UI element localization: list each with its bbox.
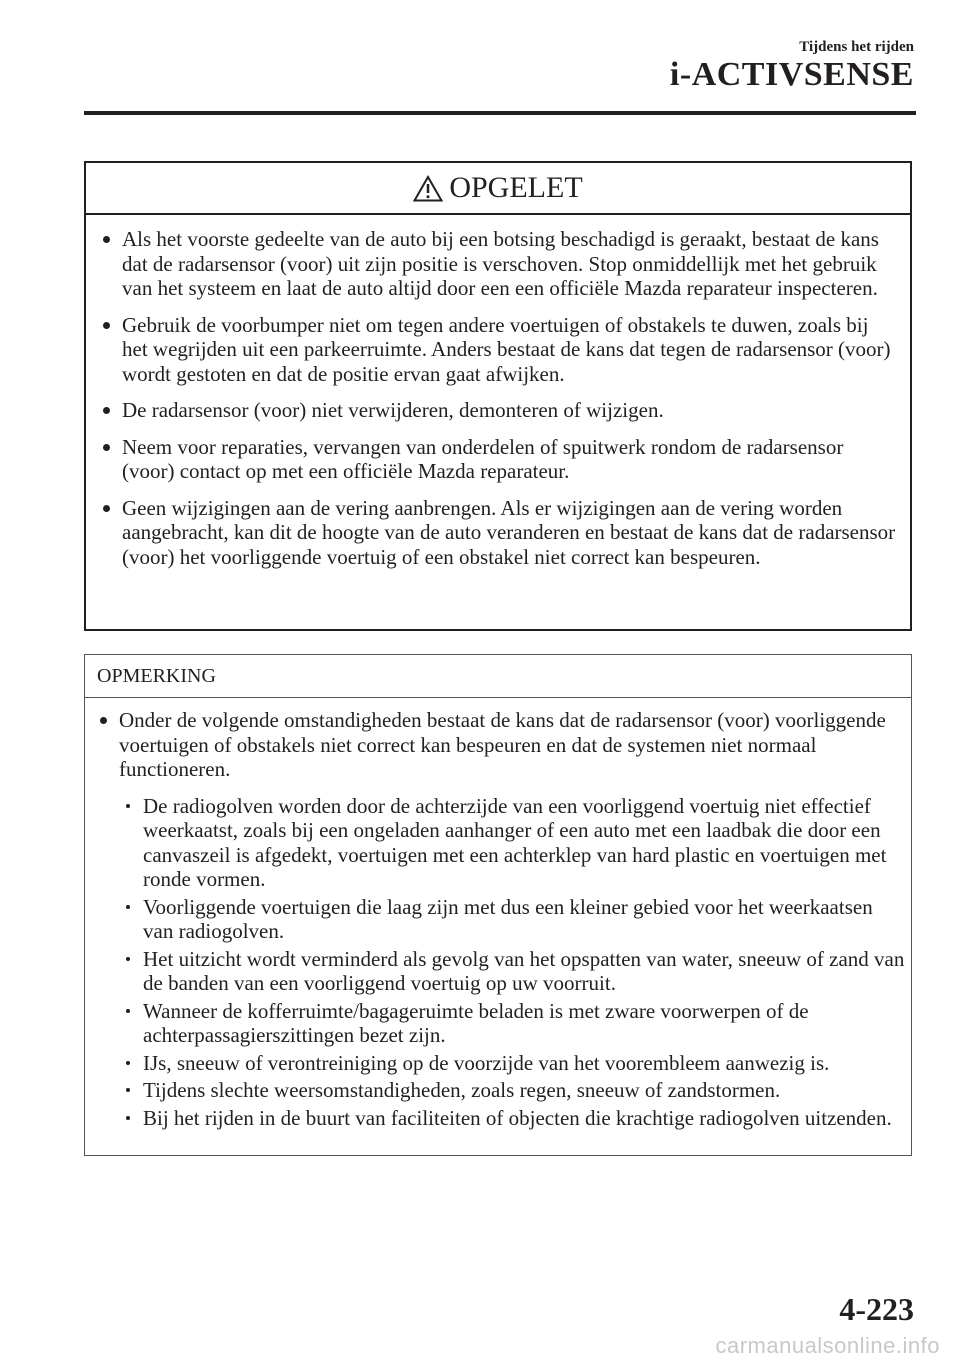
dot-icon xyxy=(126,905,130,909)
note-main-item xyxy=(97,708,899,782)
chapter-title: i-ACTIVSENSE xyxy=(669,56,914,93)
caution-item-text: Gebruik de voorbumper niet om tegen andere voertuigen of obstakels te duwen, zoals bij het wegrijden uit een parkeerruimte. Anders bestaat de kans dat tegen de radarsensor (voor) wordt gestoten en dat de positie ervan gaat afwijken. xyxy=(122,312,891,386)
caution-item xyxy=(100,496,896,570)
header-rule xyxy=(84,111,916,115)
note-box xyxy=(84,654,912,1156)
bullet-icon xyxy=(100,717,107,724)
caution-item xyxy=(100,227,896,301)
bullet-icon xyxy=(103,505,110,512)
dot-icon xyxy=(126,1061,130,1065)
note-sub-item-text: Voorliggende voertuigen die laag zijn met dus een kleiner gebied voor het weerkaatsen van radiogolven. xyxy=(143,894,873,943)
watermark: carmanualsonline.info xyxy=(715,1333,940,1358)
caution-heading xyxy=(86,163,910,215)
dot-icon xyxy=(126,1009,130,1013)
bullet-icon xyxy=(103,444,110,451)
note-title: OPMERKING xyxy=(85,655,911,698)
bullet-icon xyxy=(103,236,110,243)
note-sub-item-text: Bij het rijden in de buurt van faciliteiten of objecten die krachtige radiogolven uitzenden. xyxy=(143,1105,892,1130)
caution-item-text: Geen wijzigingen aan de vering aanbrengen. Als er wijzigingen aan de vering worden aangebracht, kan dit de hoogte van de auto veranderen en bestaat de kans dat de radarsensor (voor) het voorliggende voertuig of een obstakel niet correct kan bespeuren. xyxy=(122,495,896,569)
bullet-icon xyxy=(103,407,110,414)
note-sub-item xyxy=(121,794,905,892)
note-sub-item xyxy=(121,1051,905,1076)
note-sub-item xyxy=(121,1078,905,1103)
dot-icon xyxy=(126,957,130,961)
caution-list xyxy=(86,215,910,569)
note-sub-item xyxy=(121,1106,905,1131)
note-sub-item-text: IJs, sneeuw of verontreiniging op de voorzijde van het voorembleem aanwezig is. xyxy=(143,1050,830,1075)
note-main-text: Onder de volgende omstandigheden bestaat de kans dat de radarsensor (voor) voorliggende voertuigen of obstakels niet correct kan bespeuren en dat de systemen niet normaal functioneren. xyxy=(119,708,886,781)
dot-icon xyxy=(126,804,130,808)
note-sub-item xyxy=(121,999,905,1048)
bullet-icon xyxy=(103,322,110,329)
dot-icon xyxy=(126,1088,130,1092)
caution-title: OPGELET xyxy=(449,171,583,204)
note-sub-item-text: Het uitzicht wordt verminderd als gevolg van het opspatten van water, sneeuw of zand van de banden van een voorliggend voertuig op uw voorruit. xyxy=(143,946,905,995)
page-header xyxy=(670,38,914,94)
note-sub-item xyxy=(121,895,905,944)
note-sub-item-text: Wanneer de kofferruimte/bagageruimte beladen is met zware voorwerpen of de achterpassagierszittingen bezet zijn. xyxy=(143,998,809,1047)
note-sub-list xyxy=(85,794,911,1131)
page-number: 4-223 xyxy=(839,1291,914,1327)
note-sub-item-text: Tijdens slechte weersomstandigheden, zoals regen, sneeuw of zandstormen. xyxy=(143,1078,781,1102)
caution-item-text: Neem voor reparaties, vervangen van onderdelen of spuitwerk rondom de radarsensor (voor) contact op met een officiële Mazda reparateur. xyxy=(122,434,844,483)
caution-item xyxy=(100,398,896,423)
note-sub-item-text: De radiogolven worden door de achterzijde van een voorliggend voertuig niet effectief weerkaatst, zoals bij een ongeladen aanhanger of een auto met een laadbak die door een canvaszeil is afgedekt, voertuigen met een achterklep van hard plastic en voertuigen met ronde vormen. xyxy=(143,793,887,891)
caution-item xyxy=(100,435,896,484)
caution-item xyxy=(100,313,896,387)
note-sub-item xyxy=(121,947,905,996)
section-title: Tijdens het rijden xyxy=(799,39,914,55)
caution-item-text: Als het voorste gedeelte van de auto bij een botsing beschadigd is geraakt, bestaat de kans dat de radarsensor (voor) uit zijn positie is verschoven. Stop onmiddellijk met het gebruik van het systeem en laat de auto altijd door een een officiële Mazda reparateur inspecteren. xyxy=(122,227,879,300)
warning-triangle-icon xyxy=(413,175,443,202)
caution-item-text: De radarsensor (voor) niet verwijderen, demonteren of wijzigen. xyxy=(122,398,664,422)
caution-box xyxy=(84,161,912,631)
dot-icon xyxy=(126,1116,130,1120)
